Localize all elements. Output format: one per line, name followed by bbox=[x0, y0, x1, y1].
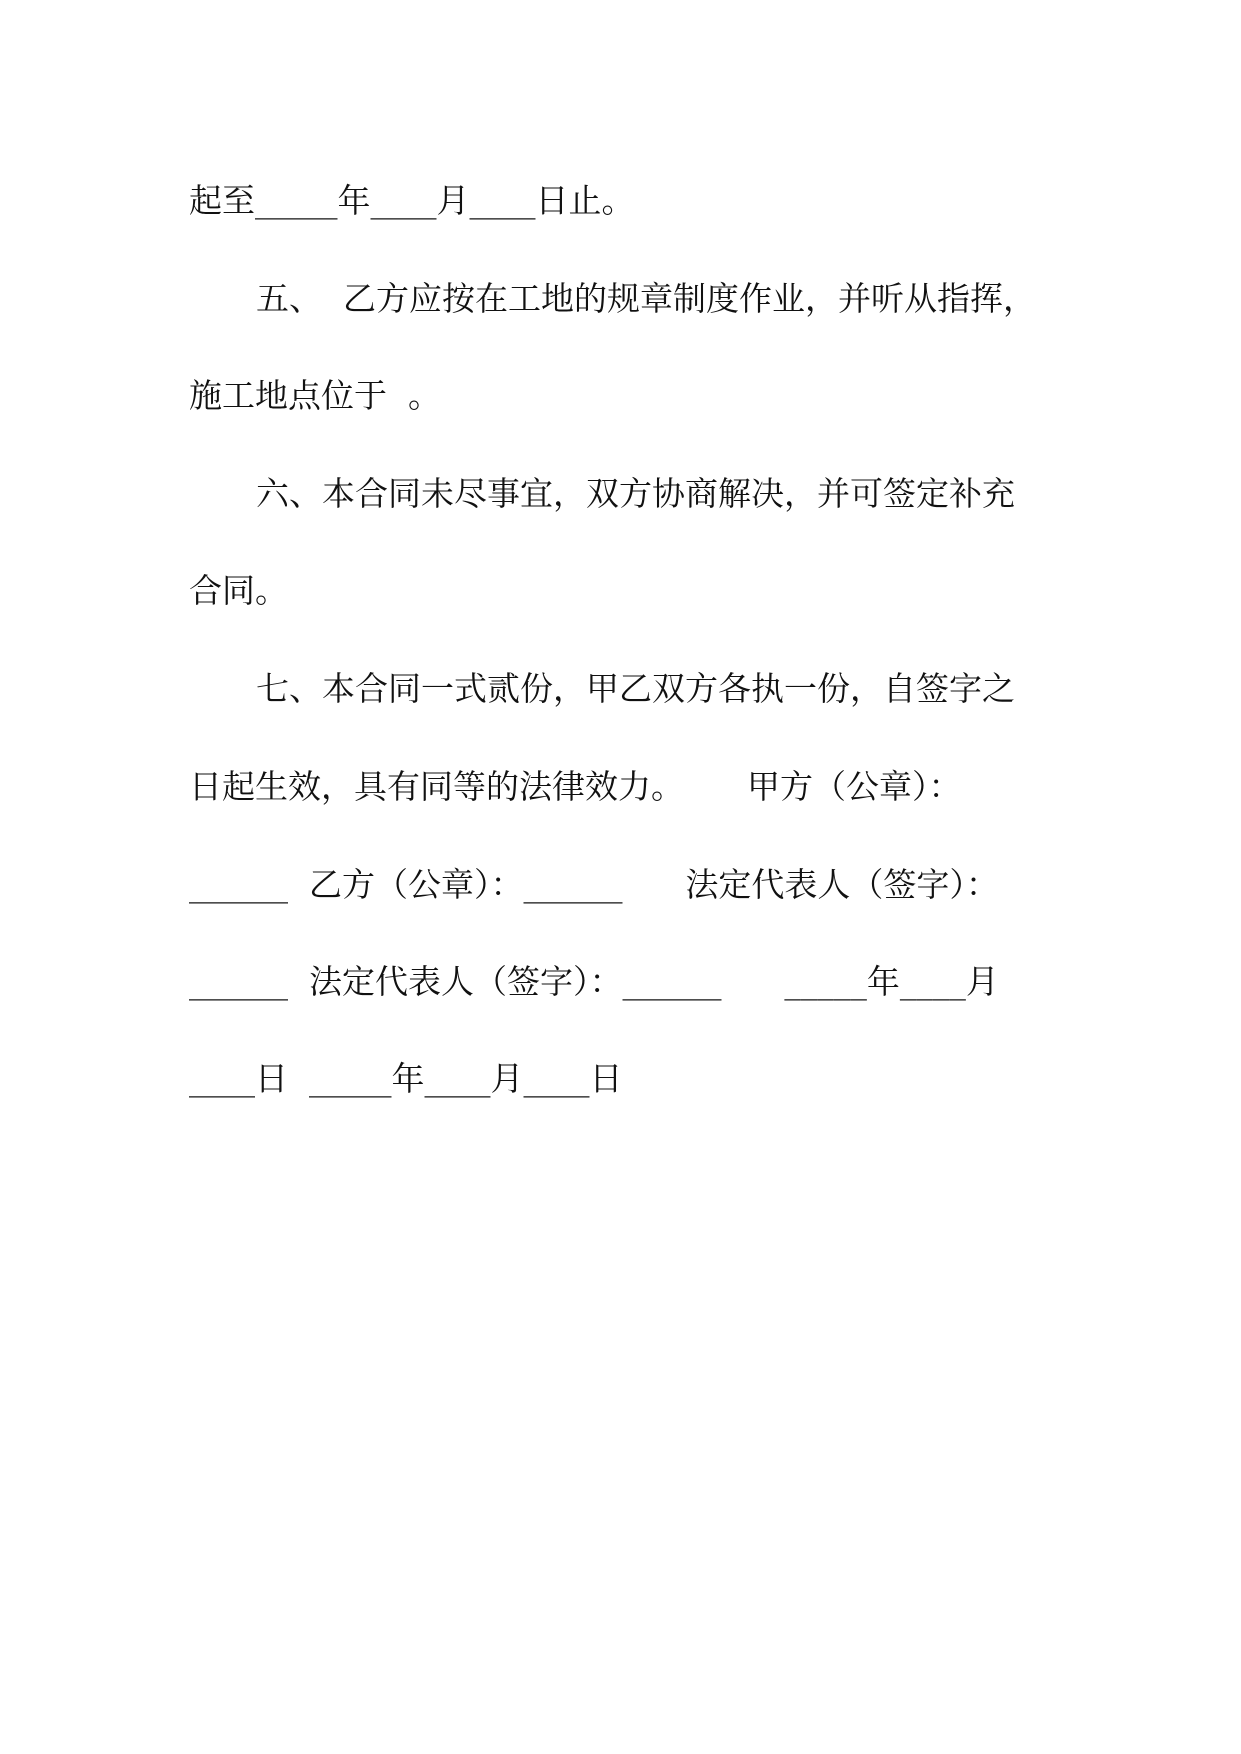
clause-seven-line-1: 七、本合同一式贰份，甲乙双方各执一份，自签字之 bbox=[256, 669, 1015, 708]
signature-line-1: ______ 乙方（公章）：______ 法定代表人（签字）： bbox=[189, 865, 999, 904]
signature-line-2: ______ 法定代表人（签字）：______ _____年____月 bbox=[189, 962, 999, 1001]
clause-seven-line-2: 日起生效，具有同等的法律效力。 甲方（公章）： bbox=[189, 767, 962, 806]
clause-five-line-2: 施工地点位于 。 bbox=[189, 376, 441, 415]
contract-term-end-line: 起至_____年____月____日止。 bbox=[189, 181, 635, 220]
clause-six-line-1: 六、本合同未尽事宜，双方协商解决，并可签定补充 bbox=[256, 474, 1015, 513]
clause-six-line-2: 合同。 bbox=[189, 571, 288, 610]
signature-date-line: ____日 _____年____月____日 bbox=[189, 1059, 623, 1098]
clause-five-line-1: 五、 乙方应按在工地的规章制度作业，并听从指挥， bbox=[256, 279, 1036, 318]
